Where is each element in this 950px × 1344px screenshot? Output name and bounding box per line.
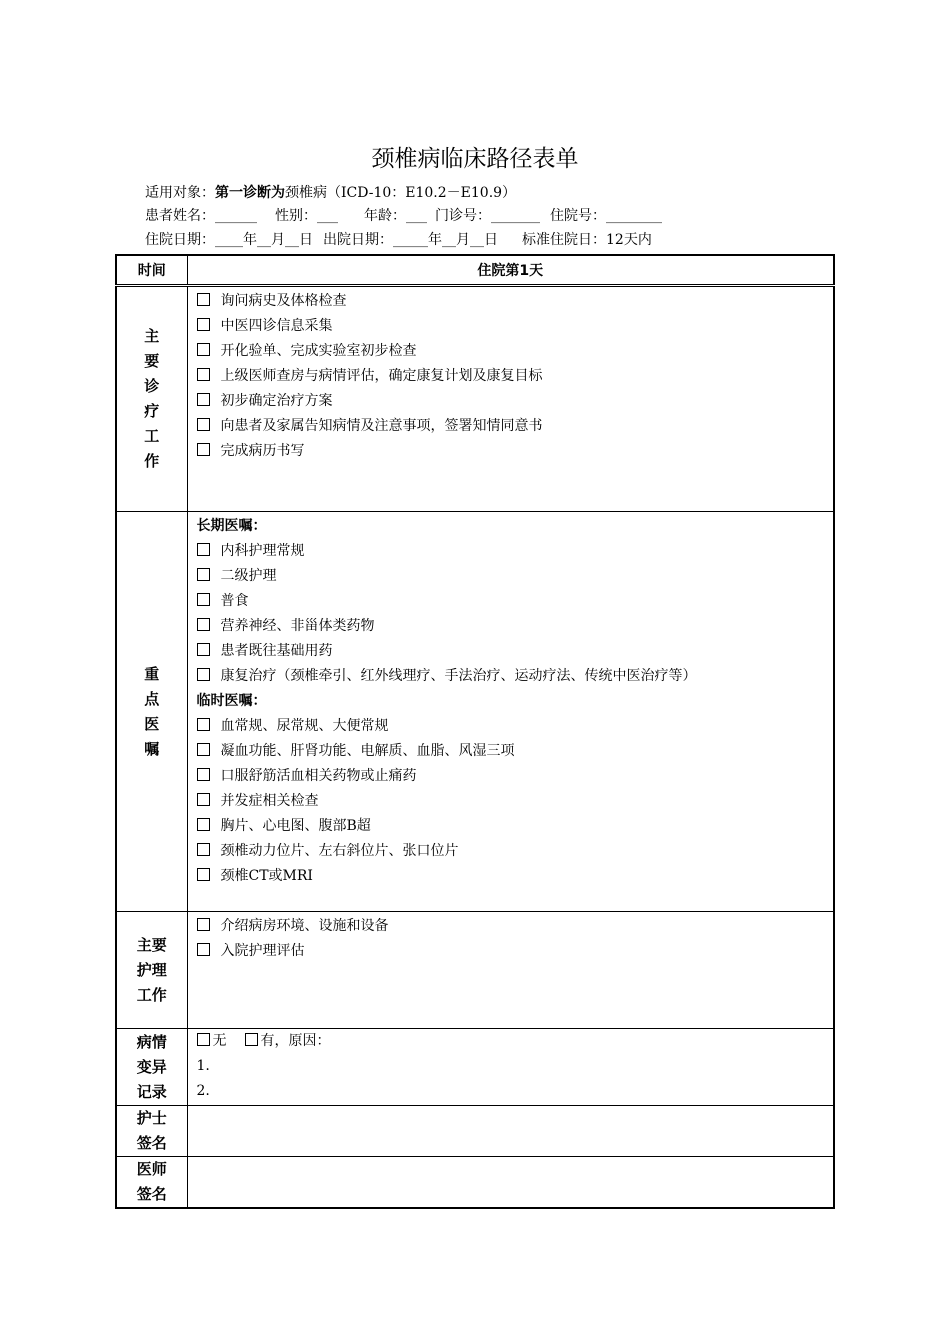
nursing-label: 主要 护理 工作 — [116, 912, 187, 1029]
checkbox[interactable] — [197, 543, 210, 556]
nurse-sign-row — [116, 1106, 834, 1157]
nurse-sign-label: 护士 签名 — [116, 1106, 187, 1157]
main-work-row — [116, 286, 834, 512]
patient-name-field: 患者姓名：______ — [145, 208, 257, 224]
checkbox[interactable] — [245, 1033, 258, 1046]
admission-date-line — [145, 231, 652, 249]
outpatient-no-field: 门诊号：_______ — [435, 208, 540, 224]
checkbox[interactable] — [197, 743, 210, 756]
inpatient-no-field: 住院号：________ — [550, 208, 662, 224]
patient-info-line — [145, 207, 662, 225]
standard-stay-field: 标准住院日：12天内 — [522, 232, 652, 248]
checklist-item[interactable]: 入院护理评估 — [197, 939, 834, 964]
clinical-pathway-table — [115, 254, 835, 1209]
checklist-item[interactable]: 完成病历书写 — [197, 439, 834, 464]
checkbox[interactable] — [197, 718, 210, 731]
checklist-item[interactable]: 颈椎动力位片、左右斜位片、张口位片 — [197, 839, 834, 864]
variation-line-2: 2. — [196, 1083, 210, 1099]
checkbox[interactable] — [197, 943, 210, 956]
checklist-item[interactable]: 普食 — [197, 589, 834, 614]
checkbox[interactable] — [197, 868, 210, 881]
checkbox[interactable] — [197, 593, 210, 606]
checklist-item[interactable]: 康复治疗（颈椎牵引、红外线理疗、手法治疗、运动疗法、传统中医治疗等） — [197, 664, 834, 689]
nursing-row — [116, 912, 834, 1029]
discharge-date-field: 出院日期：_____年__月__日 — [323, 232, 498, 248]
orders-row — [116, 512, 834, 912]
doctor-sign-label: 医师 签名 — [116, 1157, 187, 1209]
checklist-item[interactable]: 介绍病房环境、设施和设备 — [197, 914, 834, 939]
checklist-item[interactable]: 内科护理常规 — [197, 539, 834, 564]
main-work-content — [187, 286, 834, 512]
checklist-item[interactable]: 上级医师查房与病情评估，确定康复计划及康复目标 — [197, 364, 834, 389]
checkbox[interactable] — [197, 393, 210, 406]
checkbox[interactable] — [197, 368, 210, 381]
checkbox[interactable] — [197, 443, 210, 456]
checkbox[interactable] — [197, 568, 210, 581]
nursing-content — [187, 912, 834, 1029]
checkbox[interactable] — [197, 818, 210, 831]
checkbox[interactable] — [197, 618, 210, 631]
checkbox[interactable] — [197, 793, 210, 806]
first-diagnosis-label: 第一诊断为 — [215, 185, 285, 201]
option-no[interactable]: 无 — [197, 1029, 227, 1054]
checklist-item[interactable]: 询问病史及体格检查 — [197, 289, 834, 314]
orders-content — [187, 512, 834, 912]
checklist-item[interactable]: 向患者及家属告知病情及注意事项，签署知情同意书 — [197, 414, 834, 439]
checklist-item[interactable]: 患者既往基础用药 — [197, 639, 834, 664]
applicable-prefix: 适用对象： — [145, 185, 215, 201]
age-field: 年龄：___ — [364, 208, 427, 224]
checklist-item[interactable]: 营养神经、非甾体类药物 — [197, 614, 834, 639]
checklist-item[interactable]: 凝血功能、肝肾功能、电解质、血脂、风湿三项 — [197, 739, 834, 764]
applicable-suffix: 颈椎病（ICD-10：E10.2－E10.9） — [285, 185, 517, 201]
checkbox[interactable] — [197, 643, 210, 656]
checklist-item[interactable]: 血常规、尿常规、大便常规 — [197, 714, 834, 739]
checkbox[interactable] — [197, 293, 210, 306]
variation-content — [187, 1029, 834, 1106]
checklist-item[interactable]: 二级护理 — [197, 564, 834, 589]
checkbox[interactable] — [197, 668, 210, 681]
admission-date-field: 住院日期：____年__月__日 — [145, 232, 313, 248]
checkbox[interactable] — [197, 318, 210, 331]
checklist-item[interactable]: 颈椎CT或MRI — [197, 864, 834, 889]
checklist-item[interactable]: 胸片、心电图、腹部B超 — [197, 814, 834, 839]
table-header-row — [116, 255, 834, 286]
col-day-header: 住院第1天 — [187, 255, 834, 286]
page-title: 颈椎病临床路径表单 — [371, 146, 579, 172]
variation-line-1: 1. — [196, 1058, 210, 1074]
variation-row — [116, 1029, 834, 1106]
option-yes[interactable]: 有，原因： — [245, 1029, 331, 1054]
checklist-item[interactable]: 并发症相关检查 — [197, 789, 834, 814]
variation-label: 病情 变异 记录 — [116, 1029, 187, 1106]
checkbox[interactable] — [197, 1033, 210, 1046]
checkbox[interactable] — [197, 918, 210, 931]
doctor-signature-field[interactable] — [187, 1157, 834, 1209]
doctor-sign-row — [116, 1157, 834, 1209]
col-time-header: 时间 — [116, 255, 187, 286]
gender-field: 性别：___ — [275, 208, 338, 224]
nurse-signature-field[interactable] — [187, 1106, 834, 1157]
long-term-orders-title: 长期医嘱： — [196, 518, 267, 534]
orders-label: 重 点 医 嘱 — [116, 512, 187, 912]
checklist-item[interactable]: 初步确定治疗方案 — [197, 389, 834, 414]
checkbox[interactable] — [197, 343, 210, 356]
checkbox[interactable] — [197, 843, 210, 856]
applicable-object-line — [145, 184, 516, 202]
checkbox[interactable] — [197, 418, 210, 431]
temporary-orders-title: 临时医嘱： — [196, 693, 267, 709]
checkbox[interactable] — [197, 768, 210, 781]
variation-options — [197, 1029, 834, 1054]
main-work-label: 主 要 诊 疗 工 作 — [116, 286, 187, 512]
checklist-item[interactable]: 口服舒筋活血相关药物或止痛药 — [197, 764, 834, 789]
checklist-item[interactable]: 开化验单、完成实验室初步检查 — [197, 339, 834, 364]
checklist-item[interactable]: 中医四诊信息采集 — [197, 314, 834, 339]
